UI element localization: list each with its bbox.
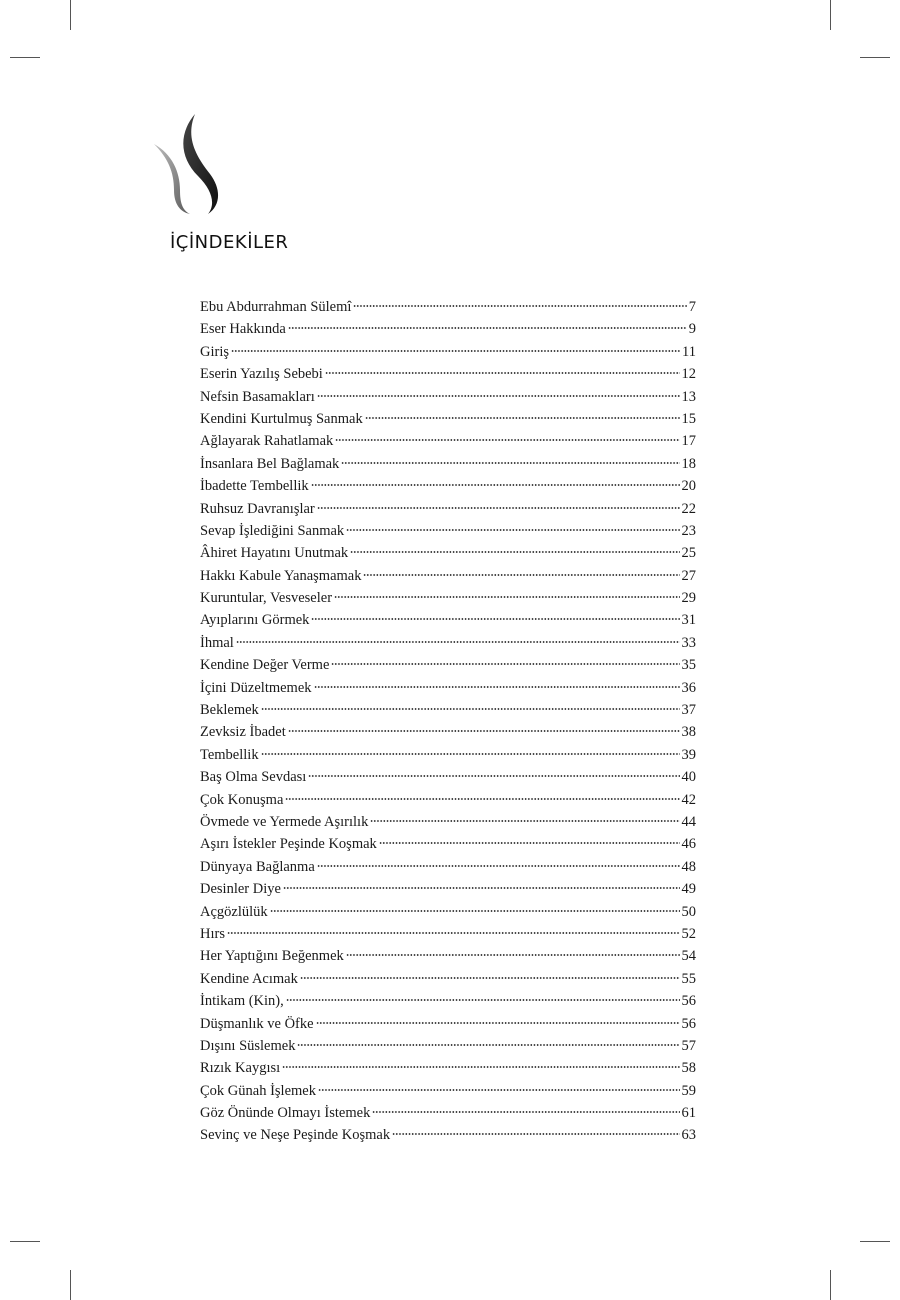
toc-entry[interactable] [200, 296, 696, 318]
toc-entry-page: 44 [681, 813, 696, 830]
toc-entry-page: 63 [681, 1127, 696, 1144]
toc-entry-title: Ruhsuz Davranışlar [200, 500, 315, 517]
crop-mark-left-bottom [10, 1241, 40, 1242]
dot-leader [365, 416, 680, 420]
toc-entry-page: 55 [681, 970, 696, 987]
toc-entry-page: 11 [682, 343, 696, 360]
toc-entry-page: 7 [688, 299, 696, 315]
toc-entry-page: 46 [681, 836, 696, 853]
dot-leader [350, 550, 679, 554]
toc-entry[interactable] [200, 430, 696, 452]
toc-entry[interactable] [200, 498, 696, 520]
dot-leader [300, 976, 680, 980]
toc-entry-title: Ağlayarak Rahatlamak [200, 433, 334, 450]
dot-leader [325, 371, 680, 375]
toc-entry[interactable] [200, 744, 696, 766]
dot-leader [282, 1065, 679, 1069]
toc-entry-page: 17 [681, 433, 696, 450]
toc-entry-title: Ebu Abdurrahman Sülemî [200, 299, 352, 315]
toc-entry[interactable] [200, 363, 696, 385]
toc-entry-title: İçini Düzeltmemek [200, 679, 312, 696]
toc-entry-title: Giriş [200, 343, 229, 360]
toc-entry[interactable] [200, 811, 696, 833]
toc-entry[interactable] [200, 1080, 696, 1102]
dot-leader [261, 707, 680, 711]
dot-leader [314, 685, 680, 689]
toc-entry-title: Desinler Diye [200, 881, 281, 898]
toc-entry-page: 42 [681, 791, 696, 808]
toc-entry-title: İbadette Tembellik [200, 478, 309, 495]
toc-entry-page: 22 [681, 500, 696, 517]
toc-entry-page: 40 [681, 769, 696, 786]
toc-entry-title: Zevksiz İbadet [200, 724, 286, 741]
toc-entry-page: 27 [681, 567, 696, 584]
toc-entry[interactable] [200, 1035, 696, 1057]
toc-entry-title: İntikam (Kin), [200, 993, 284, 1010]
toc-entry-page: 36 [681, 679, 696, 696]
toc-entry[interactable] [200, 632, 696, 654]
toc-entry[interactable] [200, 699, 696, 721]
toc-entry[interactable] [200, 766, 696, 788]
dot-leader [331, 662, 679, 666]
dot-leader [341, 461, 679, 465]
toc-entry-title: Sevap İşlediğini Sanmak [200, 522, 345, 539]
dot-leader [334, 595, 679, 599]
toc-entry-page: 33 [681, 634, 696, 651]
crop-mark-left-top [10, 57, 40, 58]
toc-entry-page: 37 [681, 702, 696, 719]
toc-entry[interactable] [200, 856, 696, 878]
toc-entry-page: 13 [681, 388, 696, 405]
toc-entry[interactable] [200, 721, 696, 743]
toc-entry-page: 15 [681, 410, 696, 427]
toc-entry-title: Açgözlülük [200, 903, 268, 920]
table-of-contents [200, 296, 696, 1147]
toc-entry-title: Kendini Kurtulmuş Sanmak [200, 410, 363, 427]
toc-entry-page: 39 [681, 746, 696, 763]
toc-entry-page: 56 [681, 993, 696, 1010]
crop-mark-top-right [830, 0, 831, 30]
toc-entry-title: Tembellik [200, 746, 259, 763]
toc-entry-page: 59 [681, 1082, 696, 1099]
toc-entry[interactable] [200, 990, 696, 1012]
toc-entry-title: Göz Önünde Olmayı İstemek [200, 1105, 371, 1122]
toc-entry-title: Baş Olma Sevdası [200, 769, 307, 786]
toc-entry-title: Kendine Değer Verme [200, 657, 330, 674]
dot-leader [317, 506, 680, 510]
toc-entry-title: Övmede ve Yermede Aşırılık [200, 813, 369, 830]
toc-entry[interactable] [200, 1102, 696, 1124]
toc-entry-page: 50 [681, 903, 696, 920]
toc-entry-title: Kendine Acımak [200, 970, 298, 987]
toc-entry-page: 48 [681, 858, 696, 875]
toc-entry[interactable] [200, 587, 696, 609]
toc-entry[interactable] [200, 1013, 696, 1035]
dot-leader [311, 617, 679, 621]
toc-entry[interactable] [200, 1124, 696, 1146]
toc-entry-title: Düşmanlık ve Öfke [200, 1015, 314, 1032]
toc-entry[interactable] [200, 475, 696, 497]
dot-leader [288, 326, 687, 330]
toc-entry[interactable] [200, 923, 696, 945]
toc-entry-title: Her Yaptığını Beğenmek [200, 948, 344, 965]
dot-leader [379, 841, 680, 845]
toc-entry[interactable] [200, 318, 696, 340]
toc-entry-title: Çok Günah İşlemek [200, 1082, 316, 1099]
toc-entry[interactable] [200, 654, 696, 676]
toc-entry[interactable] [200, 386, 696, 408]
toc-entry-page: 38 [681, 724, 696, 741]
toc-entry[interactable] [200, 408, 696, 430]
dot-leader [261, 752, 680, 756]
dot-leader [363, 573, 679, 577]
swoosh-ornament-icon [150, 110, 230, 220]
dot-leader [317, 864, 680, 868]
toc-entry-page: 20 [681, 478, 696, 495]
toc-entry[interactable] [200, 1057, 696, 1079]
toc-entry-page: 61 [681, 1105, 696, 1122]
dot-leader [372, 1110, 679, 1114]
dot-leader [346, 528, 679, 532]
dot-leader [311, 483, 680, 487]
toc-entry[interactable] [200, 341, 696, 363]
toc-entry-title: Eserin Yazılış Sebebi [200, 366, 323, 383]
toc-entry-title: Eser Hakkında [200, 321, 286, 338]
toc-entry[interactable] [200, 542, 696, 564]
crop-mark-bottom-left [70, 1270, 71, 1300]
dot-leader [317, 394, 680, 398]
toc-entry[interactable] [200, 901, 696, 923]
dot-leader [308, 774, 679, 778]
dot-leader [285, 797, 679, 801]
toc-entry-title: Hakkı Kabule Yanaşmamak [200, 567, 362, 584]
toc-entry[interactable] [200, 609, 696, 631]
toc-entry-title: Nefsin Basamakları [200, 388, 315, 405]
toc-entry-page: 12 [681, 366, 696, 383]
toc-entry-title: İnsanlara Bel Bağlamak [200, 455, 340, 472]
toc-entry[interactable] [200, 520, 696, 542]
dot-leader [231, 349, 680, 353]
dot-leader [318, 1088, 680, 1092]
dot-leader [370, 819, 679, 823]
dot-leader [316, 1021, 680, 1025]
toc-entry-page: 52 [681, 925, 696, 942]
toc-entry-title: Beklemek [200, 702, 259, 719]
toc-entry-page: 18 [681, 455, 696, 472]
toc-entry[interactable] [200, 878, 696, 900]
toc-entry[interactable] [200, 677, 696, 699]
toc-entry-title: Âhiret Hayatını Unutmak [200, 545, 349, 562]
dot-leader [288, 729, 680, 733]
crop-mark-right-top [860, 57, 890, 58]
crop-mark-top-left [70, 0, 71, 30]
dot-leader [286, 998, 680, 1002]
crop-mark-bottom-right [830, 1270, 831, 1300]
toc-entry-title: Hırs [200, 925, 225, 942]
toc-entry[interactable] [200, 945, 696, 967]
toc-entry-title: İhmal [200, 634, 234, 651]
toc-entry-page: 25 [681, 545, 696, 562]
toc-entry-title: Aşırı İstekler Peşinde Koşmak [200, 836, 377, 853]
toc-entry-title: Ayıplarını Görmek [200, 612, 310, 629]
toc-entry[interactable] [200, 565, 696, 587]
toc-entry-page: 54 [681, 948, 696, 965]
page-title: İÇİNDEKİLER [170, 232, 289, 253]
dot-leader [283, 886, 680, 890]
toc-entry-title: Kuruntular, Vesveseler [200, 590, 333, 607]
dot-leader [335, 438, 679, 442]
crop-mark-right-bottom [860, 1241, 890, 1242]
toc-entry[interactable] [200, 789, 696, 811]
dot-leader [236, 640, 680, 644]
toc-entry-page: 29 [681, 590, 696, 607]
toc-entry[interactable] [200, 833, 696, 855]
toc-entry-page: 31 [681, 612, 696, 629]
toc-entry[interactable] [200, 453, 696, 475]
toc-entry-page: 56 [681, 1015, 696, 1032]
toc-entry-page: 9 [688, 321, 696, 338]
dot-leader [227, 931, 680, 935]
toc-entry-page: 49 [681, 881, 696, 898]
toc-entry-title: Dışını Süslemek [200, 1037, 296, 1054]
toc-entry[interactable] [200, 968, 696, 990]
toc-entry-page: 23 [681, 522, 696, 539]
dot-leader [297, 1043, 679, 1047]
dot-leader [346, 953, 680, 957]
toc-entry-title: Rızık Kaygısı [200, 1060, 281, 1077]
toc-entry-title: Sevinç ve Neşe Peşinde Koşmak [200, 1127, 391, 1144]
toc-entry-page: 57 [681, 1037, 696, 1054]
dot-leader [270, 909, 680, 913]
toc-entry-title: Çok Konuşma [200, 791, 284, 808]
dot-leader [392, 1132, 679, 1136]
toc-entry-page: 58 [681, 1060, 696, 1077]
toc-entry-page: 35 [681, 657, 696, 674]
toc-entry-title: Dünyaya Bağlanma [200, 858, 315, 875]
dot-leader [353, 304, 686, 308]
